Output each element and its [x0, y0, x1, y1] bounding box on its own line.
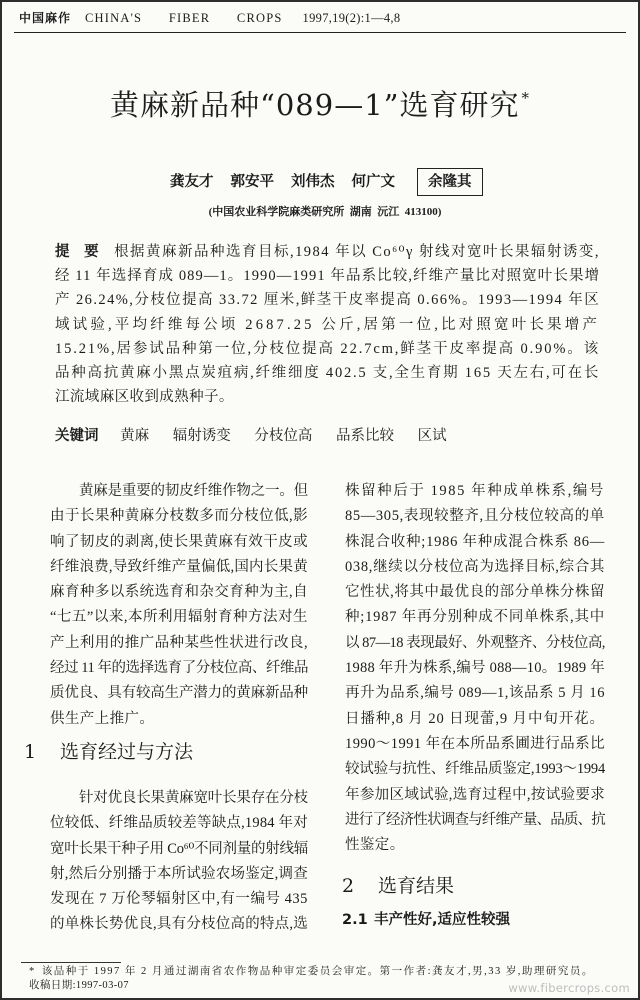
text-line — [50, 912, 308, 937]
text-line-content: 响了韧皮的剥离,使长果黄麻有效干皮或 — [50, 533, 309, 550]
text-line-content: 麻育种多以系统选育和杂交育种为主,自 — [50, 584, 309, 601]
text-line — [345, 732, 605, 757]
text-line-content: 供生产上推广。 — [50, 710, 155, 727]
continued-paragraph — [345, 479, 605, 858]
keyword: 分枝位高 — [254, 428, 313, 444]
text-line — [345, 808, 605, 833]
text-line-content: 经 11 年选择育成 089—1。1990—1991 年品系比较,纤维产量比对照宽叶长果增 — [55, 268, 601, 285]
paper-title-text: 黄麻新品种“089—1”选育研究 — [110, 88, 520, 122]
text-line — [55, 337, 600, 361]
section-title: 选育结果 — [378, 875, 455, 897]
keyword: 区试 — [417, 428, 447, 444]
author-name: 何广文 — [351, 174, 395, 190]
watermark: www.fibercrops.com — [508, 981, 630, 995]
section-1-paragraph — [50, 786, 308, 938]
text-line-content: 位较低、纤维品质较差等缺点,1984 年对 — [50, 815, 308, 832]
journal-citation: 1997,19(2):1—4,8 — [302, 11, 401, 25]
text-line-content: 江流域麻区收到成熟种子。 — [55, 389, 234, 406]
abstract — [55, 240, 600, 409]
text-line-content: 较试验与抗性、纤维品质鉴定,1993～1994 — [345, 761, 606, 778]
text-line-content: 射,然后分别播于本所试验农场鉴定,调查 — [50, 865, 308, 882]
text-line-content: 85—305,表现较整齐,且分枝位较高的单 — [345, 508, 605, 525]
subsection-number: 2.1 — [342, 912, 368, 928]
header-rule — [14, 32, 626, 33]
text-line — [55, 361, 600, 385]
text-line-content: 种;1987 年再分别种成不同单株系,其中 — [345, 609, 606, 626]
author-name: 郭安平 — [230, 174, 274, 190]
text-line-content — [29, 966, 594, 977]
text-line-content: 黄麻是重要的韧皮纤维作物之一。但 — [79, 483, 308, 499]
text-line — [345, 580, 605, 605]
text-line — [29, 965, 594, 979]
text-line-content: 品种高抗黄麻小黑点炭疽病,纤维细度 402.5 支,全生育期 165 天左右,可在长 — [55, 365, 601, 382]
text-line-content: 纤维浪费,导致纤维产量偏低,国内长果黄 — [50, 558, 308, 575]
text-line — [50, 656, 308, 681]
text-line-content: 以 87—18 表现最好、外观整齐、分枝位高, — [345, 634, 605, 651]
text-line-content: 株混合收种;1986 年种成混合株系 86— — [345, 533, 605, 550]
text-line — [50, 555, 308, 580]
author-affiliation: (中国农业科学院麻类研究所 湖南 沅江 413100) — [208, 206, 442, 218]
section-number: 1 — [24, 741, 37, 763]
text-line-content: 由于长果种黄麻分枝数多而分枝位低,影 — [50, 508, 309, 525]
section-title: 选育经过与方法 — [60, 741, 194, 763]
subsection-heading — [342, 908, 510, 932]
text-line — [50, 530, 308, 555]
title-footnote-mark: * — [521, 89, 530, 107]
author-name: 龚友才 — [170, 174, 214, 190]
text-line — [55, 313, 600, 337]
text-line — [55, 264, 600, 288]
text-line-content: 1990～1991 年在本所品系圃进行品系比 — [345, 735, 606, 752]
text-line — [345, 555, 605, 580]
text-line — [55, 240, 600, 264]
text-line-content: 日播种,8 月 20 日现蕾,9 月中旬开花。 — [345, 710, 605, 727]
text-line-content: 的单株长势优良,具有分枝位高的特点,选 — [50, 916, 308, 933]
text-line — [345, 757, 605, 782]
text-line — [50, 811, 308, 836]
text-line — [345, 681, 605, 706]
text-line-content: 株留种后于 1985 年种成单株系,编号 — [345, 483, 605, 499]
running-header — [19, 10, 400, 26]
text-line-content: 038,继续以分枝位高为选择目标,综合其 — [345, 558, 606, 575]
footnote-mark: * — [29, 966, 36, 977]
text-line-content: 再升为品系,编号 089—1,该品系 5 月 16 — [345, 685, 605, 702]
text-line — [345, 504, 605, 529]
keywords-label: 关键词 — [55, 428, 99, 444]
text-line-content: 质优良、具有较高生产潜力的黄麻新品种 — [50, 685, 308, 702]
text-line — [50, 580, 308, 605]
text-line-content: 它性状,将其中最优良的部分单株分株留 — [345, 584, 606, 601]
text-line — [345, 631, 605, 656]
text-line-content: 进行了经济性状调查与纤维产量、品质、抗 — [345, 811, 605, 828]
text-line — [50, 707, 308, 732]
keyword: 黄麻 — [120, 428, 150, 444]
text-line-content: 年参加区域试验,选育过程中,按试验要求 — [345, 786, 606, 803]
received-date: 收稿日期:1997-03-07 — [29, 979, 129, 991]
journal-name-en: CHINA'S FIBER CROPS — [85, 11, 283, 25]
text-line-content: 域试验,平均纤维每公顷 2687.25 公斤,居第一位,比对照宽叶长果增产 — [55, 316, 601, 333]
section-number: 2 — [342, 875, 355, 897]
text-line-content: 产 26.24%,分枝位提高 33.72 厘米,鲜茎干皮率提高 0.66%。1993—1994 年区 — [55, 292, 601, 309]
text-line — [345, 605, 605, 630]
boxed-author-name: 余隆其 — [417, 168, 483, 196]
intro-paragraph — [50, 479, 308, 732]
text-line-content: 性鉴定。 — [345, 837, 405, 854]
keyword: 品系比较 — [336, 428, 394, 444]
author-name: 刘伟杰 — [291, 174, 335, 190]
section-heading — [24, 737, 193, 767]
text-line — [50, 479, 308, 504]
text-line-content: “七五”以来,本所利用辐射育种方法对生 — [50, 609, 308, 626]
footnote-rule — [21, 962, 121, 963]
text-line — [345, 783, 605, 808]
text-line — [50, 786, 308, 811]
text-line — [50, 504, 308, 529]
text-line-content: 15.21%,居参试品种第一位,分枝位提高 22.7cm,鲜茎干皮率提高 0.90%。该 — [55, 340, 601, 357]
text-line-content: 针对优良长果黄麻宽叶长果存在分枝 — [79, 790, 308, 806]
journal-name-cn: 中国麻作 — [19, 11, 72, 25]
abstract-label: 提 要 — [55, 244, 101, 260]
text-line — [345, 479, 605, 504]
text-line — [50, 631, 308, 656]
text-line — [50, 887, 308, 912]
text-line — [50, 681, 308, 706]
text-line — [345, 833, 605, 858]
text-line — [345, 530, 605, 555]
text-line — [50, 837, 308, 862]
text-line — [50, 605, 308, 630]
keyword: 辐射诱变 — [172, 428, 231, 444]
keywords — [55, 424, 467, 448]
subsection-title: 丰产性好,适应性较强 — [374, 912, 511, 928]
footnote-note: 该品种于 1997 年 2 月通过湖南省农作物品种审定委员会审定。第一作者:龚友才,男,33 岁,助理研究员。 — [41, 966, 594, 977]
section-heading — [342, 871, 454, 901]
paper-title — [2, 86, 638, 129]
text-line — [345, 656, 605, 681]
text-line-content — [55, 244, 600, 260]
text-line-content: 经过 11 年的选择选育了分枝位高、纤维品 — [50, 660, 309, 677]
text-line-content: 1988 年升为株系,编号 088—10。1989 年 — [345, 660, 605, 677]
text-line-content: 宽叶长果干种子用 Co⁶⁰不同剂量的射线辐 — [50, 840, 308, 857]
text-line — [55, 288, 600, 312]
text-line — [50, 862, 308, 887]
text-line — [345, 707, 605, 732]
author-list — [170, 168, 483, 196]
text-line — [55, 385, 600, 409]
text-line-content: 产上利用的推广品种某些性状进行改良, — [50, 634, 309, 651]
abstract-first-line: 根据黄麻新品种选育目标,1984 年以 Co⁶⁰γ 射线对宽叶长果辐射诱变, — [114, 244, 601, 260]
text-line-content: 发现在 7 万伦琴辐射区中,有一编号 435 — [50, 891, 308, 908]
